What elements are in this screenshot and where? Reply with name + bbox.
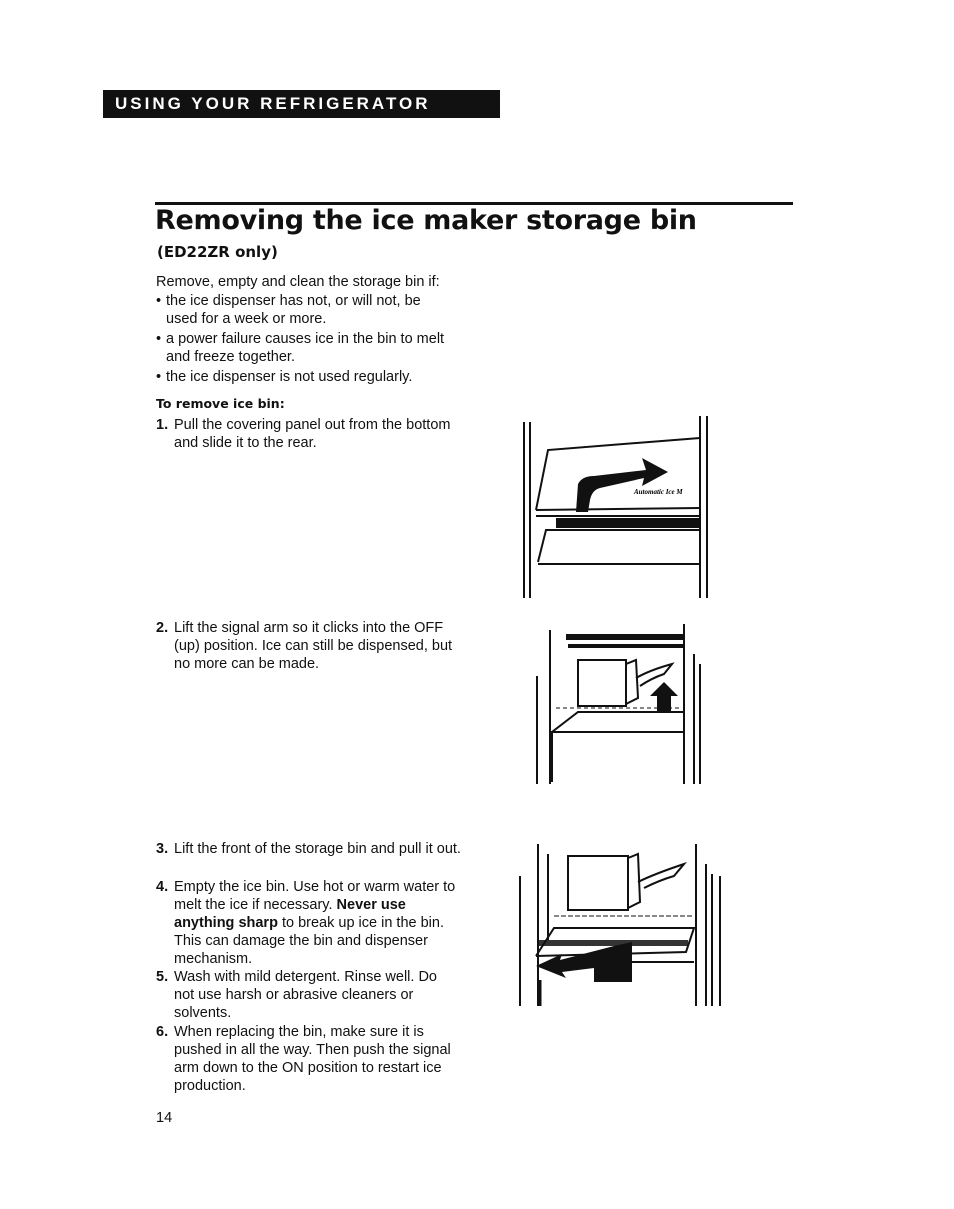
step-4: [156, 878, 461, 968]
step-number: 1.: [156, 417, 169, 433]
step-6: [156, 1023, 461, 1095]
condition-item: • the ice dispenser is not used regularly.: [156, 368, 456, 386]
section-header-bar: [103, 90, 500, 118]
step-text: Lift the signal arm so it clicks into the OFF (up) position. Ice can still be dispensed, but no more can be made.: [174, 620, 453, 672]
procedure-heading: To remove ice bin:: [156, 396, 285, 411]
step-number: 2.: [156, 620, 169, 636]
step-text: When replacing the bin, make sure it is pushed in all the way. Then push the signal arm down to the ON position to restart ice production.: [174, 1024, 451, 1094]
step-text: Lift the front of the storage bin and pull it out.: [174, 841, 461, 857]
step-number: 6.: [156, 1024, 169, 1040]
condition-item: • the ice dispenser has not, or will not, be used for a week or more.: [156, 292, 456, 328]
model-subtitle: (ED22ZR only): [157, 243, 278, 261]
step-3: [156, 840, 461, 858]
step-5: [156, 968, 461, 1022]
condition-item: • a power failure causes ice in the bin to melt and freeze together.: [156, 330, 456, 366]
step-text-part: Empty the ice bin. Use hot or warm water to melt the ice if necessary.: [174, 879, 456, 913]
page-number: 14: [156, 1110, 173, 1126]
step-1: [156, 416, 461, 452]
warning-text: Never use anything sharp: [174, 897, 406, 931]
step-text: Pull the covering panel out from the bottom and slide it to the rear.: [174, 417, 451, 451]
illustration-signal-arm: [532, 620, 708, 788]
step-2: [156, 619, 461, 673]
condition-list: [156, 292, 456, 388]
ice-maker-label: Automatic Ice M: [634, 488, 683, 496]
step-number: 3.: [156, 841, 169, 857]
illustration-covering-panel: [518, 412, 714, 604]
section-header-label: USING YOUR REFRIGERATOR: [115, 94, 431, 113]
page-title: Removing the ice maker storage bin: [155, 205, 697, 236]
illustration-bin-removal: [514, 840, 726, 1012]
intro-text: Remove, empty and clean the storage bin if:: [156, 274, 440, 290]
step-text: [174, 878, 461, 968]
step-number: 4.: [156, 879, 169, 895]
step-text: Wash with mild detergent. Rinse well. Do not use harsh or abrasive cleaners or solvents.: [174, 969, 437, 1021]
step-text-part: to break up ice in the bin. This can damage the bin and dispenser mechanism.: [174, 915, 444, 967]
step-number: 5.: [156, 969, 169, 985]
